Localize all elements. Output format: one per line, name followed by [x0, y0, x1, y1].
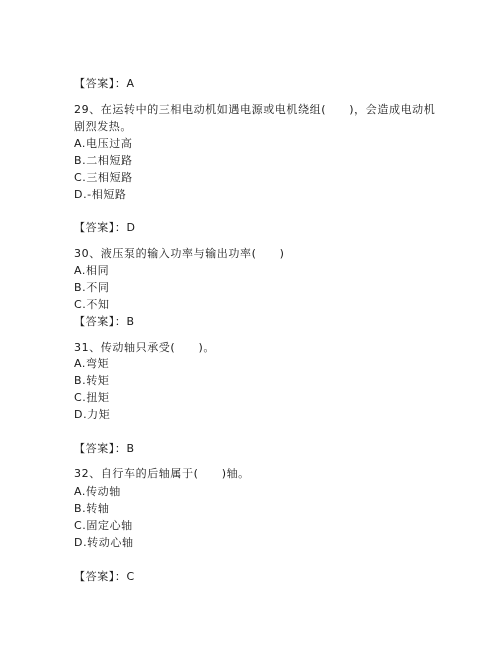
option-a: A.弯矩	[74, 357, 110, 370]
option-b: B.二相短路	[74, 154, 133, 167]
option-a: A.电压过高	[74, 137, 133, 150]
option-c: C.不知	[74, 298, 110, 311]
option-c: C.三相短路	[74, 171, 133, 184]
option-c: C.扭矩	[74, 391, 110, 404]
option-d: D.-相短路	[74, 188, 127, 201]
question-29-stem-line-2: 剧烈发热。	[74, 120, 132, 133]
option-c: C.固定心轴	[74, 519, 133, 532]
question-32-stem: 32、自行车的后轴属于( )轴。	[74, 467, 250, 480]
answer-line: 【答案】：A	[74, 77, 135, 90]
option-d: D.转动心轴	[74, 536, 134, 549]
question-29-stem-line-1: 29、在运转中的三相电动机如遇电源或电机绕组( )，会造成电动机	[74, 103, 436, 116]
option-d: D.力矩	[74, 408, 111, 421]
answer-line: 【答案】：D	[74, 221, 136, 234]
answer-line: 【答案】：C	[74, 570, 135, 583]
option-a: A.传动轴	[74, 485, 121, 498]
question-31-stem: 31、传动轴只承受( )。	[74, 341, 215, 354]
option-b: B.转矩	[74, 374, 110, 387]
answer-line: 【答案】：B	[74, 442, 135, 455]
option-b: B.转轴	[74, 502, 110, 515]
option-a: A.相同	[74, 264, 110, 277]
answer-line: 【答案】：B	[74, 315, 135, 328]
question-30-stem: 30、液压泵的输入功率与输出功率( )	[74, 247, 285, 260]
option-b: B.不同	[74, 281, 110, 294]
